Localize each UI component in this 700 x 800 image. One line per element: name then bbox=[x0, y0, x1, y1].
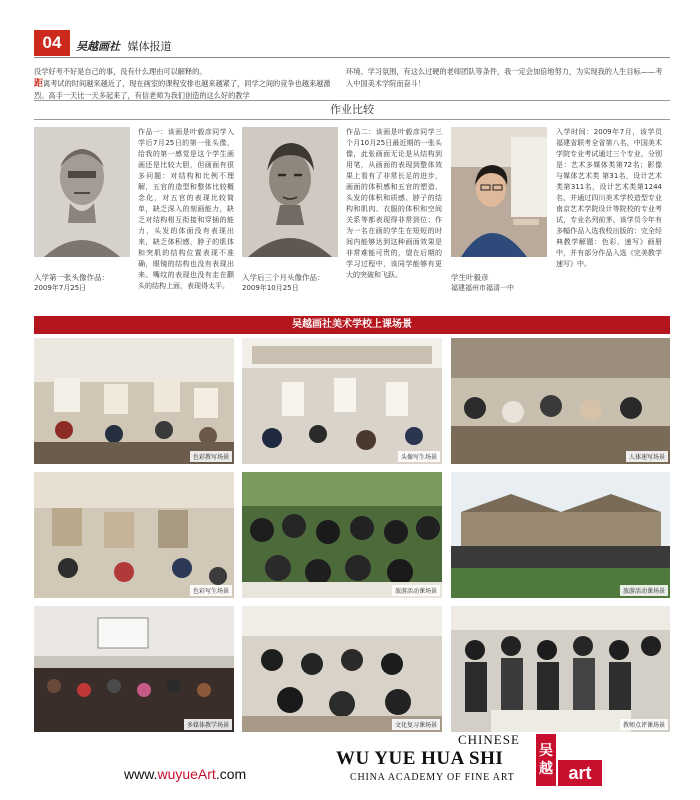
second-work-caption-date: 2009年10月25日 bbox=[242, 284, 299, 292]
photo-label: 色彩写生场景 bbox=[190, 585, 232, 596]
photo-teacher-critique-class bbox=[451, 606, 670, 732]
header-title bbox=[76, 38, 172, 54]
second-work-review: 作品二：该画是叶毅彦同学三个月10月25日最近期的一张头像，此张画面无论是从结构到用笔，从画面的表现到整体效果上看有了非常长足的进步，画面的体积感和五官的塑造、头发的体积和质感、脖子的结构和肌肉、衣服的体积和空间关系等都表现得非常到位；作为一名在画的学生在短短的时间内能够达到这种画面效果是非常难能可贵的，望在后期的学习过程中，该同学能够有更大的突破和飞跃。 bbox=[346, 128, 442, 279]
header-brand: 吴越画社 bbox=[76, 40, 120, 53]
logo-seal bbox=[536, 734, 556, 786]
second-work-caption-title: 入学后三个月头像作品： bbox=[242, 273, 325, 282]
logo-art-mark: art bbox=[558, 760, 602, 786]
photo-label: 人体速写场景 bbox=[626, 451, 668, 462]
photo-figure-sketch-class bbox=[451, 338, 670, 464]
photo-culture-review-class bbox=[242, 606, 442, 732]
first-work-caption-date: 2009年7月25日 bbox=[34, 284, 87, 292]
first-work-caption bbox=[34, 272, 144, 294]
photo-group-activity-2 bbox=[451, 472, 670, 598]
website-prefix: www. bbox=[124, 766, 158, 782]
photo-group-activity-1 bbox=[242, 472, 442, 598]
student-photo bbox=[451, 127, 547, 257]
section-title-comparison: 作业比较 bbox=[34, 100, 670, 120]
student-caption-name: 学生叶毅彦 bbox=[451, 273, 489, 282]
intro-right-paragraph: 环境、学习氛围，有这么过硬的老师团队等条件，我一定会加倍地努力，为实现我的人生目标——考入中国美术学院而奋斗！ bbox=[346, 67, 663, 88]
photo-label: 旅游活动课场景 bbox=[392, 585, 440, 596]
second-work-caption bbox=[242, 272, 352, 294]
class-scenes-banner: 吴越画社美术学校上课场景 bbox=[34, 316, 670, 334]
portrait-first-work bbox=[34, 127, 130, 257]
intro-dropcap: 距 bbox=[34, 79, 44, 89]
first-work-review: 作品一：该画是叶毅彦同学入学后7月25日的第一张头像，给我的第一感觉是这个学生画画还是比较大胆，但画面有很多问题：对结构和比例不理解，五官的造型和整体比较概念化，对五官的表现比较简单，缺乏深入的刻画能力，缺乏对结构相互衔接和穿插的能力，头发的体面没有表现出来，缺乏体积感，脖子的肌体和突肌的结构位置表现不准确，眼镜的结构也没有表现出来。嘴纹的表现也没有走在颧头的结构上面，表现得太平。 bbox=[138, 128, 234, 290]
school-logo bbox=[336, 732, 676, 792]
logo-line-chinese: CHINESE bbox=[458, 732, 520, 747]
student-caption bbox=[451, 272, 561, 294]
logo-seal-bottom: 越 bbox=[539, 761, 553, 777]
portrait-second-work bbox=[242, 127, 338, 257]
photo-multimedia-class bbox=[34, 606, 234, 732]
intro-left-paragraph bbox=[34, 66, 337, 102]
photo-portrait-sketch-class bbox=[242, 338, 442, 464]
photo-color-sketch-class bbox=[34, 472, 234, 598]
photo-label: 教师点评课场景 bbox=[620, 719, 668, 730]
first-work-caption-title: 入学第一张头像作品： bbox=[34, 273, 109, 282]
website-brand: wuyueArt bbox=[157, 766, 216, 782]
website-url[interactable] bbox=[124, 766, 246, 782]
photo-color-painting-class bbox=[34, 338, 234, 464]
photo-label: 多媒体教学场景 bbox=[184, 719, 232, 730]
logo-line-academy: CHINA ACADEMY OF FINE ART bbox=[350, 772, 515, 783]
intro-left-lead: 没学好考不好是自己的事，没有什么理由可以解释的。 bbox=[34, 67, 207, 76]
header-section-name: 媒体报道 bbox=[127, 40, 172, 53]
photo-label: 文化复习课场景 bbox=[392, 719, 440, 730]
logo-line-name: WU YUE HUA SHI bbox=[336, 748, 504, 769]
photo-label: 旅游活动课场景 bbox=[620, 585, 668, 596]
student-caption-school: 福建福州市福清一中 bbox=[451, 284, 514, 292]
photo-label: 头像写生场景 bbox=[398, 451, 440, 462]
student-admission-info: 入学时间：2009年7月，该学员福建省联考全省第八名，中国美术学院专业考试通过三个专业，分别是：艺术多媒体类第72名；影像与媒体艺术类 第31名，设计艺术类第311名，设计艺术类第1244名，并通过四川美术学校造型专业 南京艺术学院设计等院校的专业考试，专业名列前茅。该学员今年有多幅作品入选我校出版的：完全经典教学解题：色彩、速写》画册中，并有部分作品入选《完美教学速写》中。 bbox=[556, 128, 669, 268]
logo-seal-top: 吴 bbox=[539, 743, 553, 759]
website-suffix: .com bbox=[215, 766, 247, 782]
page-number: 04 bbox=[34, 30, 70, 56]
photo-label: 色彩教写场景 bbox=[190, 451, 232, 462]
header-divider bbox=[34, 57, 670, 58]
intro-left-body: 离考试的时间越来越近了，现在画室的课程安排也越来越紧了，同学之间的竞争也越来越激烈。高手一天比一天多起来了，有信老师为我们创造的这么好的教学 bbox=[34, 79, 331, 100]
